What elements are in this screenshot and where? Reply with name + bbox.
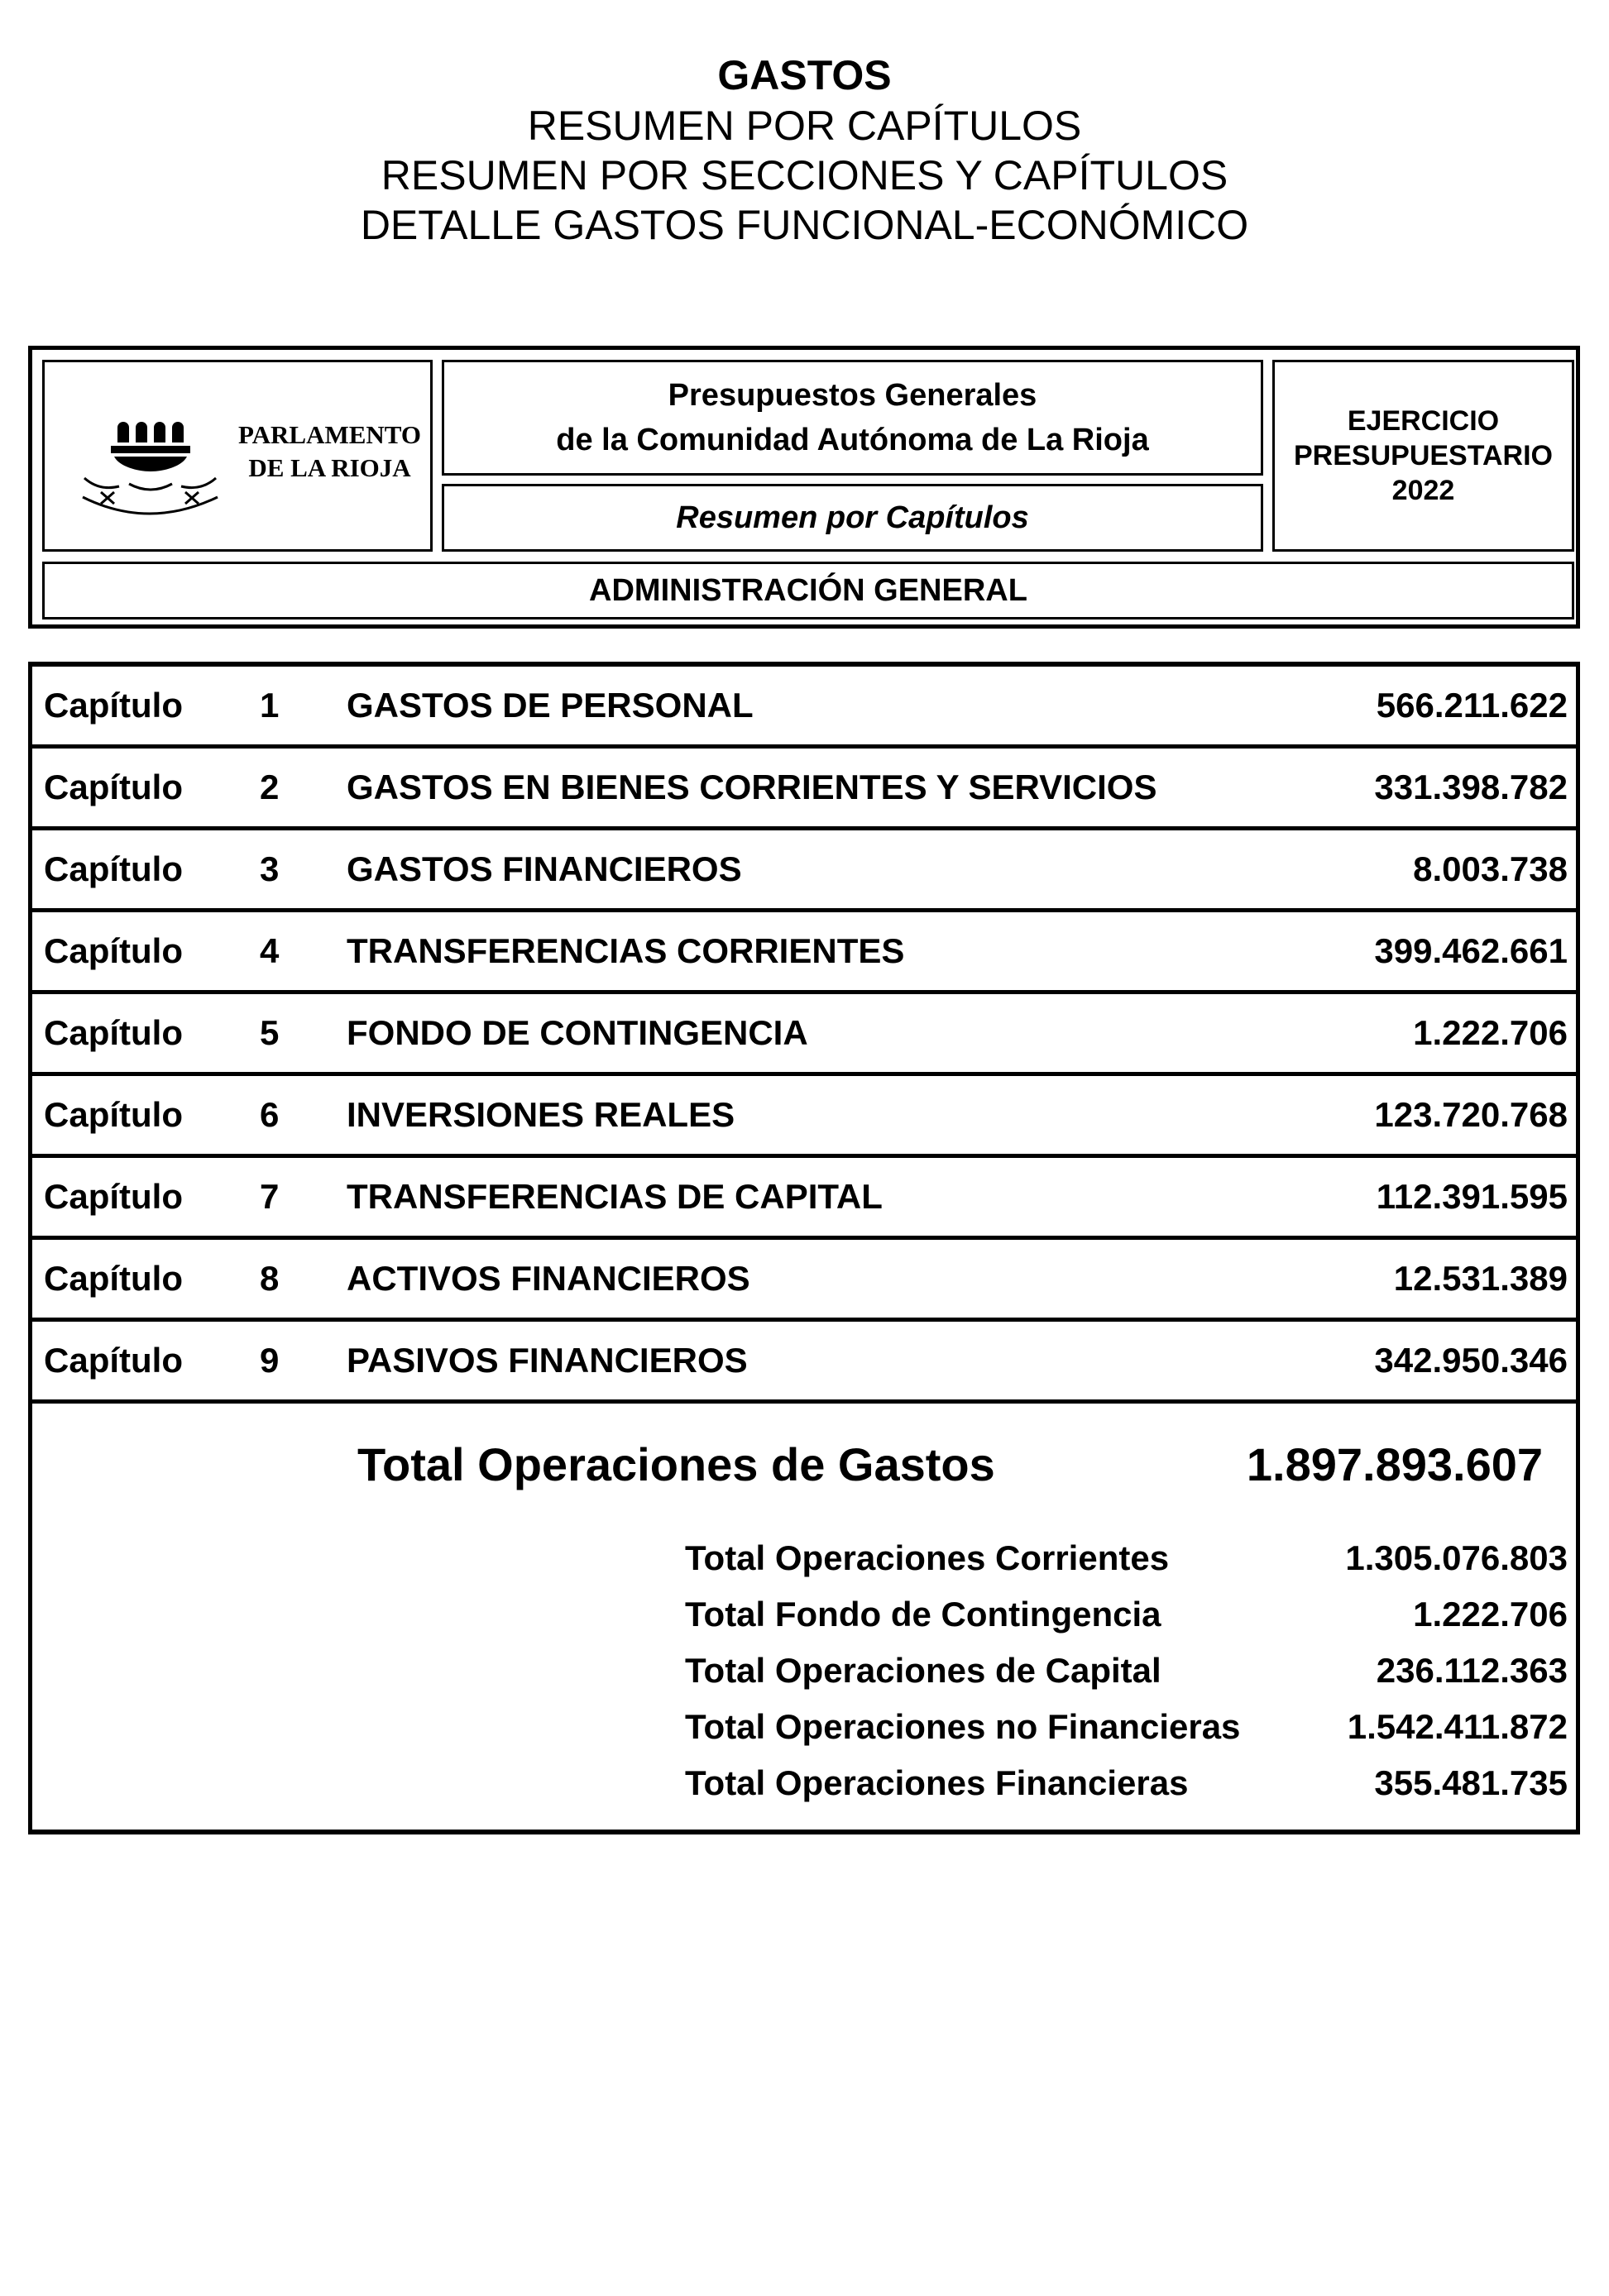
subtotal-label: Total Operaciones no Financieras <box>685 1707 1241 1746</box>
subtotal-label: Total Fondo de Contingencia <box>685 1595 1161 1634</box>
title-resumen-capitulos: RESUMEN POR CAPÍTULOS <box>527 103 1082 149</box>
budget-header <box>28 346 1580 629</box>
parliament-emblem-icon <box>78 399 223 519</box>
chapter-amount: 399.462.661 <box>1374 931 1568 970</box>
parliament-logo-text <box>228 419 431 485</box>
document-titles <box>0 50 1609 250</box>
ejercicio-line1: EJERCICIO <box>1347 405 1500 437</box>
ejercicio-year: 2022 <box>1391 475 1455 506</box>
chapter-name: ACTIVOS FINANCIEROS <box>347 1259 750 1298</box>
chapter-label: Capítulo <box>44 931 183 970</box>
chapter-label: Capítulo <box>44 686 183 725</box>
ejercicio-line2: PRESUPUESTARIO <box>1294 440 1553 471</box>
subtotal-value: 1.305.076.803 <box>1345 1538 1568 1577</box>
presupuestos-line2: de la Comunidad Autónoma de La Rioja <box>556 423 1149 457</box>
table-row <box>32 1240 1576 1322</box>
chapter-label: Capítulo <box>44 849 183 888</box>
section-name: ADMINISTRACIÓN GENERAL <box>589 572 1027 608</box>
subtotal-row <box>32 1587 1576 1642</box>
subtotal-value: 355.481.735 <box>1374 1763 1568 1802</box>
subtotal-label: Total Operaciones Corrientes <box>685 1538 1170 1577</box>
chapter-name: GASTOS EN BIENES CORRIENTES Y SERVICIOS <box>347 768 1157 806</box>
chapter-number: 1 <box>260 686 280 725</box>
chapter-name: FONDO DE CONTINGENCIA <box>347 1013 808 1052</box>
logo-text-line2: DE LA RIOJA <box>248 453 411 482</box>
chapter-number: 2 <box>260 768 280 806</box>
subtotal-row <box>32 1643 1576 1698</box>
chapter-amount: 12.531.389 <box>1393 1259 1568 1298</box>
chapter-name: TRANSFERENCIAS CORRIENTES <box>347 931 905 970</box>
subtotal-label: Total Operaciones Financieras <box>685 1763 1189 1802</box>
chapter-number: 5 <box>260 1013 280 1052</box>
chapter-name: INVERSIONES REALES <box>347 1095 735 1134</box>
table-row <box>32 1322 1576 1404</box>
chapter-number: 8 <box>260 1259 280 1298</box>
chapter-number: 3 <box>260 849 280 888</box>
subtotal-value: 1.542.411.872 <box>1347 1707 1568 1746</box>
table-row <box>32 667 1576 749</box>
chapter-amount: 331.398.782 <box>1374 768 1568 806</box>
chapter-amount: 8.003.738 <box>1413 849 1568 888</box>
chapters-table <box>28 662 1580 1413</box>
grand-total-label: Total Operaciones de Gastos <box>357 1438 995 1490</box>
resumen-subtitle: Resumen por Capítulos <box>676 500 1029 535</box>
chapter-name: GASTOS FINANCIEROS <box>347 849 742 888</box>
chapter-name: PASIVOS FINANCIEROS <box>347 1341 748 1380</box>
resumen-subtitle-box <box>442 484 1263 552</box>
table-row <box>32 1158 1576 1240</box>
subtotal-value: 236.112.363 <box>1376 1651 1568 1690</box>
chapter-amount: 566.211.622 <box>1376 686 1568 725</box>
subtotal-value: 1.222.706 <box>1413 1595 1568 1634</box>
chapter-label: Capítulo <box>44 1259 183 1298</box>
subtotal-row <box>32 1531 1576 1586</box>
logo-text-line1: PARLAMENTO <box>237 420 422 449</box>
ejercicio-box <box>1272 360 1574 552</box>
title-detalle-gastos: DETALLE GASTOS FUNCIONAL-ECONÓMICO <box>360 202 1249 248</box>
chapter-label: Capítulo <box>44 1095 183 1134</box>
chapter-label: Capítulo <box>44 1013 183 1052</box>
chapter-name: TRANSFERENCIAS DE CAPITAL <box>347 1177 883 1216</box>
title-resumen-secciones: RESUMEN POR SECCIONES Y CAPÍTULOS <box>381 152 1228 199</box>
table-row <box>32 994 1576 1076</box>
parliament-logo-box <box>42 360 433 552</box>
chapter-number: 9 <box>260 1341 280 1380</box>
presupuestos-title-box <box>442 360 1263 476</box>
subtotal-label: Total Operaciones de Capital <box>685 1651 1161 1690</box>
chapter-amount: 1.222.706 <box>1413 1013 1568 1052</box>
totals-section <box>28 1413 1580 1834</box>
subtotal-row <box>32 1700 1576 1754</box>
chapter-label: Capítulo <box>44 768 183 806</box>
chapter-amount: 342.950.346 <box>1374 1341 1568 1380</box>
chapter-label: Capítulo <box>44 1177 183 1216</box>
chapter-number: 7 <box>260 1177 280 1216</box>
title-gastos: GASTOS <box>717 52 892 98</box>
chapter-amount: 112.391.595 <box>1376 1177 1568 1216</box>
chapter-name: GASTOS DE PERSONAL <box>347 686 754 725</box>
section-box <box>42 562 1574 619</box>
table-row <box>32 1076 1576 1158</box>
chapter-label: Capítulo <box>44 1341 183 1380</box>
subtotal-row <box>32 1756 1576 1810</box>
table-row <box>32 912 1576 994</box>
chapter-number: 4 <box>260 931 280 970</box>
grand-total-value: 1.897.893.607 <box>1246 1438 1543 1490</box>
table-row <box>32 749 1576 830</box>
presupuestos-line1: Presupuestos Generales <box>668 378 1037 413</box>
table-row <box>32 830 1576 912</box>
chapter-amount: 123.720.768 <box>1374 1095 1568 1134</box>
chapter-number: 6 <box>260 1095 280 1134</box>
